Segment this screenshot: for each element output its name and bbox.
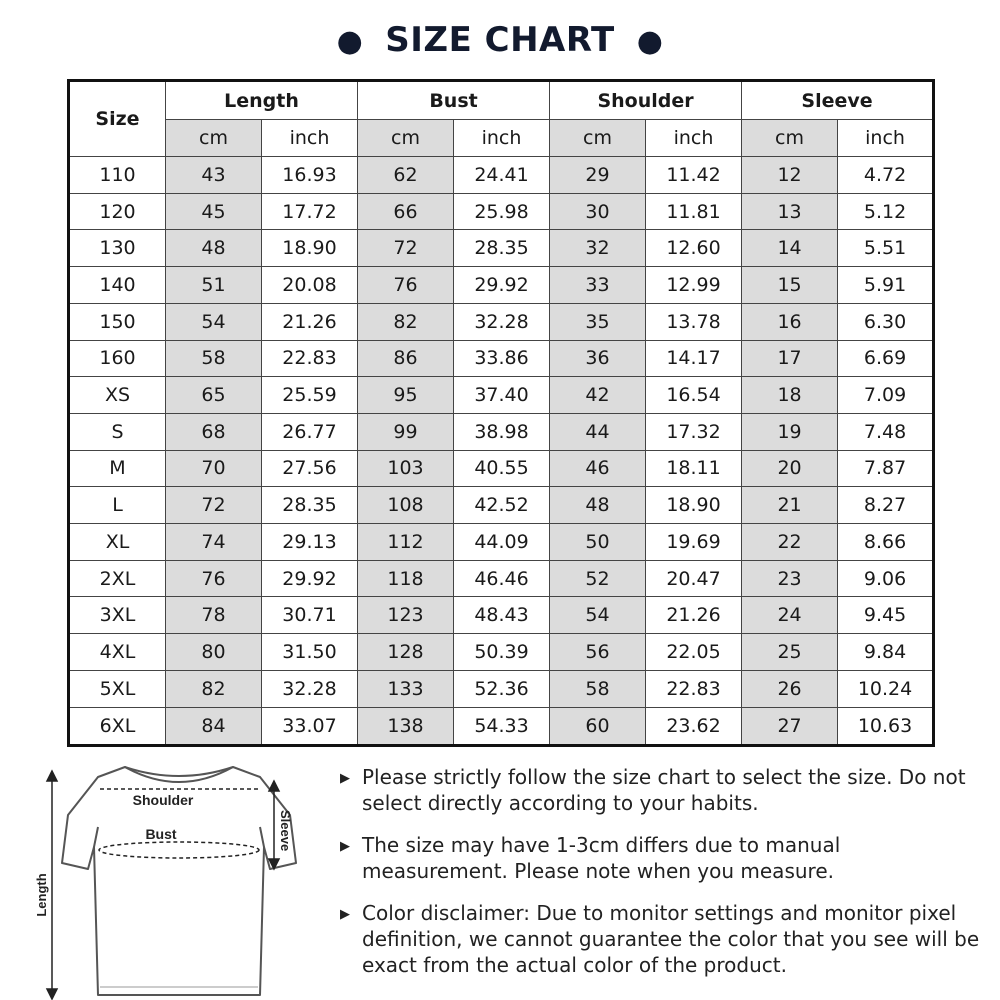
- table-row: [69, 303, 934, 340]
- cm-value-cell: 72: [166, 487, 262, 524]
- cm-value-cell: 15: [742, 267, 838, 304]
- table-row: [69, 230, 934, 267]
- inch-value-cell: 25.98: [454, 193, 550, 230]
- table-row: [69, 157, 934, 194]
- bullet-dot-icon: ●: [636, 24, 664, 59]
- table-row: [69, 597, 934, 634]
- cm-value-cell: 14: [742, 230, 838, 267]
- inch-value-cell: 23.62: [646, 707, 742, 745]
- table-row: [69, 524, 934, 561]
- cm-value-cell: 118: [358, 560, 454, 597]
- inch-value-cell: 5.12: [838, 193, 934, 230]
- cm-value-cell: 23: [742, 560, 838, 597]
- inch-value-cell: 11.42: [646, 157, 742, 194]
- cm-value-cell: 27: [742, 707, 838, 745]
- size-cell: 130: [69, 230, 166, 267]
- size-cell: 110: [69, 157, 166, 194]
- cm-value-cell: 138: [358, 707, 454, 745]
- unit-header-cm: cm: [358, 120, 454, 157]
- cm-value-cell: 133: [358, 670, 454, 707]
- cm-value-cell: 52: [550, 560, 646, 597]
- size-cell: M: [69, 450, 166, 487]
- cm-value-cell: 103: [358, 450, 454, 487]
- cm-value-cell: 21: [742, 487, 838, 524]
- inch-value-cell: 20.08: [262, 267, 358, 304]
- unit-header-cm: cm: [742, 120, 838, 157]
- cm-value-cell: 29: [550, 157, 646, 194]
- inch-value-cell: 38.98: [454, 413, 550, 450]
- cm-value-cell: 17: [742, 340, 838, 377]
- inch-value-cell: 44.09: [454, 524, 550, 561]
- table-row: [69, 670, 934, 707]
- table-row: [69, 707, 934, 745]
- notes-list: [340, 764, 990, 994]
- cm-value-cell: 82: [358, 303, 454, 340]
- table-row: [69, 634, 934, 671]
- inch-value-cell: 32.28: [262, 670, 358, 707]
- cm-value-cell: 80: [166, 634, 262, 671]
- size-cell: 3XL: [69, 597, 166, 634]
- inch-value-cell: 26.77: [262, 413, 358, 450]
- cm-value-cell: 66: [358, 193, 454, 230]
- inch-value-cell: 24.41: [454, 157, 550, 194]
- inch-value-cell: 30.71: [262, 597, 358, 634]
- size-cell: XS: [69, 377, 166, 414]
- triangle-bullet-icon: ▶: [340, 839, 350, 854]
- inch-value-cell: 10.63: [838, 707, 934, 745]
- cm-value-cell: 36: [550, 340, 646, 377]
- group-header-shoulder: Shoulder: [550, 81, 742, 120]
- table-row: [69, 560, 934, 597]
- cm-value-cell: 13: [742, 193, 838, 230]
- shoulder-label: Shoulder: [132, 792, 194, 808]
- cm-value-cell: 60: [550, 707, 646, 745]
- table-row: [69, 450, 934, 487]
- size-cell: 150: [69, 303, 166, 340]
- title-text: SIZE CHART: [385, 20, 615, 60]
- inch-value-cell: 19.69: [646, 524, 742, 561]
- cm-value-cell: 84: [166, 707, 262, 745]
- inch-value-cell: 31.50: [262, 634, 358, 671]
- cm-value-cell: 46: [550, 450, 646, 487]
- cm-value-cell: 12: [742, 157, 838, 194]
- length-label: Length: [34, 873, 49, 917]
- inch-value-cell: 52.36: [454, 670, 550, 707]
- note-text: Color disclaimer: Due to monitor settings and monitor pixel definition, we cannot guarantee the color that you see will be exact from the actual color of the product.: [362, 901, 980, 977]
- cm-value-cell: 20: [742, 450, 838, 487]
- note-item: [340, 900, 990, 978]
- inch-value-cell: 21.26: [262, 303, 358, 340]
- inch-value-cell: 33.86: [454, 340, 550, 377]
- bust-label: Bust: [145, 826, 177, 842]
- inch-value-cell: 11.81: [646, 193, 742, 230]
- size-cell: 6XL: [69, 707, 166, 745]
- table-row: [69, 487, 934, 524]
- cm-value-cell: 19: [742, 413, 838, 450]
- cm-value-cell: 45: [166, 193, 262, 230]
- cm-value-cell: 78: [166, 597, 262, 634]
- unit-header-inch: inch: [646, 120, 742, 157]
- cm-value-cell: 42: [550, 377, 646, 414]
- size-cell: 140: [69, 267, 166, 304]
- cm-value-cell: 123: [358, 597, 454, 634]
- inch-value-cell: 17.32: [646, 413, 742, 450]
- cm-value-cell: 18: [742, 377, 838, 414]
- inch-value-cell: 18.11: [646, 450, 742, 487]
- cm-value-cell: 86: [358, 340, 454, 377]
- inch-value-cell: 18.90: [646, 487, 742, 524]
- cm-value-cell: 65: [166, 377, 262, 414]
- unit-header-cm: cm: [550, 120, 646, 157]
- inch-value-cell: 33.07: [262, 707, 358, 745]
- inch-value-cell: 9.06: [838, 560, 934, 597]
- inch-value-cell: 9.84: [838, 634, 934, 671]
- inch-value-cell: 17.72: [262, 193, 358, 230]
- table-row: [69, 267, 934, 304]
- inch-value-cell: 29.92: [262, 560, 358, 597]
- inch-value-cell: 4.72: [838, 157, 934, 194]
- inch-value-cell: 20.47: [646, 560, 742, 597]
- cm-value-cell: 25: [742, 634, 838, 671]
- inch-value-cell: 7.09: [838, 377, 934, 414]
- inch-value-cell: 42.52: [454, 487, 550, 524]
- group-header-length: Length: [166, 81, 358, 120]
- inch-value-cell: 13.78: [646, 303, 742, 340]
- cm-value-cell: 58: [550, 670, 646, 707]
- cm-value-cell: 54: [166, 303, 262, 340]
- size-cell: XL: [69, 524, 166, 561]
- inch-value-cell: 7.48: [838, 413, 934, 450]
- table-row: [69, 413, 934, 450]
- inch-value-cell: 29.92: [454, 267, 550, 304]
- page-title: [0, 20, 1000, 60]
- size-cell: 160: [69, 340, 166, 377]
- inch-value-cell: 8.27: [838, 487, 934, 524]
- inch-value-cell: 12.99: [646, 267, 742, 304]
- table-row: [69, 193, 934, 230]
- cm-value-cell: 50: [550, 524, 646, 561]
- cm-value-cell: 68: [166, 413, 262, 450]
- triangle-bullet-icon: ▶: [340, 907, 350, 922]
- tshirt-diagram: [28, 755, 328, 1000]
- size-cell: 2XL: [69, 560, 166, 597]
- inch-value-cell: 22.83: [646, 670, 742, 707]
- inch-value-cell: 5.91: [838, 267, 934, 304]
- inch-value-cell: 7.87: [838, 450, 934, 487]
- inch-value-cell: 14.17: [646, 340, 742, 377]
- unit-header-inch: inch: [262, 120, 358, 157]
- inch-value-cell: 18.90: [262, 230, 358, 267]
- note-item: [340, 832, 990, 884]
- inch-value-cell: 5.51: [838, 230, 934, 267]
- inch-value-cell: 46.46: [454, 560, 550, 597]
- cm-value-cell: 43: [166, 157, 262, 194]
- cm-value-cell: 51: [166, 267, 262, 304]
- inch-value-cell: 27.56: [262, 450, 358, 487]
- cm-value-cell: 44: [550, 413, 646, 450]
- inch-value-cell: 22.83: [262, 340, 358, 377]
- inch-value-cell: 48.43: [454, 597, 550, 634]
- cm-value-cell: 48: [550, 487, 646, 524]
- bullet-dot-icon: ●: [336, 24, 364, 59]
- inch-value-cell: 6.30: [838, 303, 934, 340]
- inch-value-cell: 32.28: [454, 303, 550, 340]
- cm-value-cell: 35: [550, 303, 646, 340]
- group-header-bust: Bust: [358, 81, 550, 120]
- cm-value-cell: 70: [166, 450, 262, 487]
- cm-value-cell: 108: [358, 487, 454, 524]
- cm-value-cell: 76: [358, 267, 454, 304]
- inch-value-cell: 16.93: [262, 157, 358, 194]
- size-cell: 120: [69, 193, 166, 230]
- cm-value-cell: 128: [358, 634, 454, 671]
- inch-value-cell: 40.55: [454, 450, 550, 487]
- inch-value-cell: 12.60: [646, 230, 742, 267]
- inch-value-cell: 6.69: [838, 340, 934, 377]
- inch-value-cell: 29.13: [262, 524, 358, 561]
- cm-value-cell: 58: [166, 340, 262, 377]
- unit-header-inch: inch: [454, 120, 550, 157]
- inch-value-cell: 16.54: [646, 377, 742, 414]
- cm-value-cell: 74: [166, 524, 262, 561]
- cm-value-cell: 56: [550, 634, 646, 671]
- inch-value-cell: 28.35: [262, 487, 358, 524]
- cm-value-cell: 30: [550, 193, 646, 230]
- cm-value-cell: 112: [358, 524, 454, 561]
- cm-value-cell: 62: [358, 157, 454, 194]
- note-text: Please strictly follow the size chart to select the size. Do not select directly according to your habits.: [362, 765, 966, 815]
- size-cell: S: [69, 413, 166, 450]
- inch-value-cell: 21.26: [646, 597, 742, 634]
- cm-value-cell: 95: [358, 377, 454, 414]
- size-cell: 4XL: [69, 634, 166, 671]
- cm-value-cell: 54: [550, 597, 646, 634]
- size-column-header: Size: [69, 81, 166, 157]
- note-text: The size may have 1-3cm differs due to manual measurement. Please note when you measure.: [362, 833, 841, 883]
- unit-header-inch: inch: [838, 120, 934, 157]
- inch-value-cell: 50.39: [454, 634, 550, 671]
- sleeve-label: Sleeve: [278, 810, 293, 852]
- table-row: [69, 340, 934, 377]
- cm-value-cell: 32: [550, 230, 646, 267]
- cm-value-cell: 82: [166, 670, 262, 707]
- inch-value-cell: 8.66: [838, 524, 934, 561]
- size-cell: L: [69, 487, 166, 524]
- cm-value-cell: 72: [358, 230, 454, 267]
- inch-value-cell: 9.45: [838, 597, 934, 634]
- size-chart-table: [67, 79, 935, 747]
- size-cell: 5XL: [69, 670, 166, 707]
- table-row: [69, 377, 934, 414]
- cm-value-cell: 33: [550, 267, 646, 304]
- cm-value-cell: 24: [742, 597, 838, 634]
- inch-value-cell: 25.59: [262, 377, 358, 414]
- cm-value-cell: 26: [742, 670, 838, 707]
- inch-value-cell: 37.40: [454, 377, 550, 414]
- cm-value-cell: 22: [742, 524, 838, 561]
- cm-value-cell: 16: [742, 303, 838, 340]
- triangle-bullet-icon: ▶: [340, 771, 350, 786]
- cm-value-cell: 99: [358, 413, 454, 450]
- unit-header-cm: cm: [166, 120, 262, 157]
- inch-value-cell: 22.05: [646, 634, 742, 671]
- cm-value-cell: 76: [166, 560, 262, 597]
- inch-value-cell: 54.33: [454, 707, 550, 745]
- inch-value-cell: 10.24: [838, 670, 934, 707]
- inch-value-cell: 28.35: [454, 230, 550, 267]
- cm-value-cell: 48: [166, 230, 262, 267]
- group-header-sleeve: Sleeve: [742, 81, 934, 120]
- note-item: [340, 764, 990, 816]
- size-chart-body: [69, 157, 934, 746]
